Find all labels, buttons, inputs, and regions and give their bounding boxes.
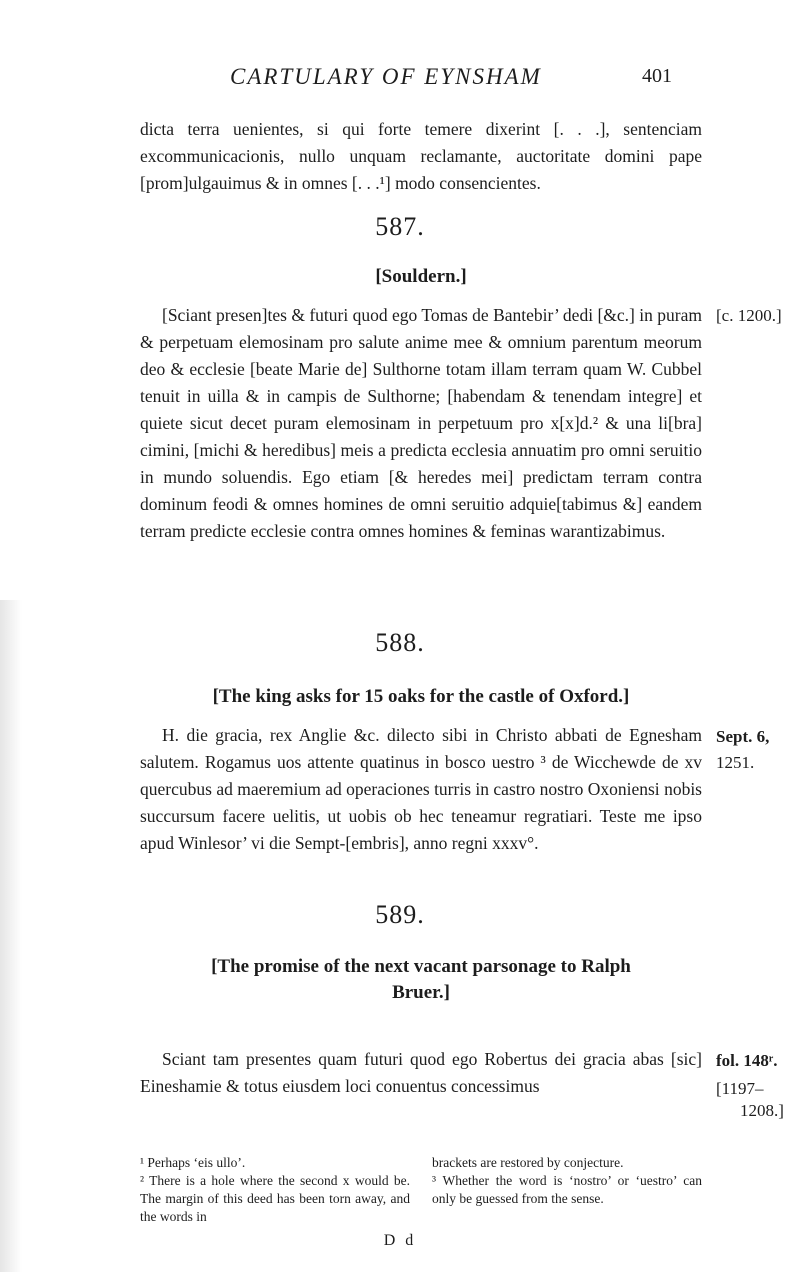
- charter-title-588: [The king asks for 15 oaks for the castle of Oxford.]: [212, 686, 630, 707]
- footnotes-right-column: [432, 1154, 702, 1226]
- footnote-1: ¹ Perhaps ‘eis ullo’.: [140, 1155, 246, 1170]
- intro-paragraph: dicta terra uenientes, si qui forte temere dixerint [. . .], sentenciam excommunicacionis, nullo unquam reclamante, auctoritate domini pape [prom]ulgauimus & in omnes [. . .¹] modo consencientes.: [140, 119, 702, 193]
- charter-text-589: Sciant tam presentes quam futuri quod ego Robertus dei gracia abas [sic] Eineshamie & totus eiusdem loci conuentus concessimus: [140, 1049, 702, 1096]
- footnotes: [140, 1154, 702, 1226]
- charter-date-589-line1: [1197–: [716, 1079, 764, 1098]
- footnote-3: ³ Whether the word is ‘nostro’ or ‘uestro’ can only be guessed from the sense.: [432, 1173, 702, 1206]
- charter-date-587: [c. 1200.]: [716, 306, 782, 325]
- charter-date-588-line2: 1251.: [716, 753, 755, 772]
- running-title: CARTULARY OF EYNSHAM: [230, 64, 542, 89]
- page-number: 401: [642, 65, 672, 87]
- page-header: [0, 64, 800, 104]
- charter-body-588-block: [140, 722, 702, 857]
- charter-body-587-block: [140, 302, 702, 545]
- charter-number-587: 587.: [375, 212, 425, 241]
- signature-mark: D d: [383, 1232, 417, 1249]
- charter-body-589-block: [140, 1046, 702, 1100]
- footnote-2: ² There is a hole where the second x would be. The margin of this deed has been torn away, and the words in: [140, 1173, 410, 1224]
- charter-folio-589: fol. 148ʳ.: [716, 1051, 778, 1070]
- intro-paragraph-block: [140, 116, 702, 197]
- charter-date-589-line2: 1208.]: [740, 1101, 784, 1120]
- charter-title-589: [The promise of the next vacant parsonage to Ralph Bruer.]: [211, 956, 631, 1003]
- charter-number-588: 588.: [375, 628, 425, 657]
- charter-date-588-line1: Sept. 6,: [716, 727, 770, 746]
- charter-text-588: H. die gracia, rex Anglie &c. dilecto sibi in Christo abbati de Egnesham salutem. Rogamus uos attente quatinus in bosco uestro ³ de Wicchewde de xv quercubus ad maeremium ad operaciones turris in castro nostro Oxoniensi nobis succursum facere uelitis, ut uobis ob hec teneamur regratiari. Teste me ipso apud Winlesor’ vi die Sempt-[embris], anno regni xxxv°.: [140, 725, 702, 853]
- charter-title-587: [Souldern.]: [375, 266, 467, 287]
- footnote-2-continued: brackets are restored by conjecture.: [432, 1155, 624, 1170]
- charter-number-589: 589.: [375, 900, 425, 929]
- footnotes-left-column: [140, 1154, 410, 1226]
- charter-text-587: [Sciant presen]tes & futuri quod ego Tomas de Bantebir’ dedi [&c.] in puram & perpetuam elemosinam pro salute anime mee & omnium parentum meorum deo & ecclesie [beate Marie de] Sulthorne totam illam terram quam W. Cubbel tenuit in uilla & in campis de Sulthorne; [habendam & tenendam integre] et quiete sicut decet puram elemosinam in perpetuum pro x[x]d.² & una li[bra] cimini, [michi & heredibus] meis a predicta ecclesia annuatim pro omni seruitio in mundo soluendis. Ego etiam [& heredes mei] predictam terram contra dominum feodi & omnes homines de omni seruitio adquie[tabimus &] eandem terram predicte ecclesie contra omnes homines & feminas warantizabimus.: [140, 305, 702, 541]
- page-shadow: [0, 600, 22, 1272]
